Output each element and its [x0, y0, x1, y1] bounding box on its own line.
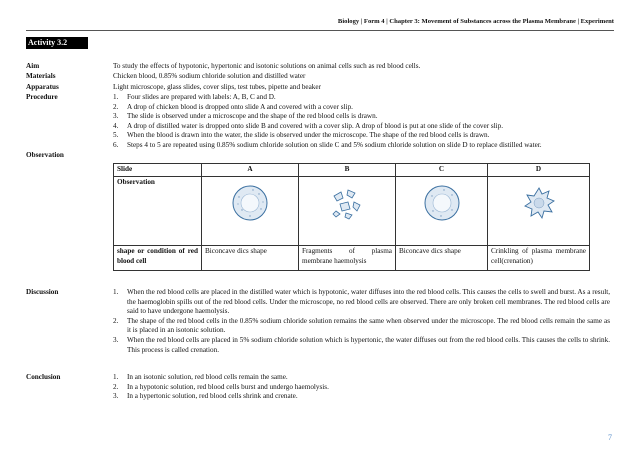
table-cell [299, 177, 396, 246]
table-row [114, 246, 590, 271]
table-cell: Biconcave dics shape [396, 246, 488, 271]
conclusion-point: 2. In a hypotonic solution, red blood cells burst and undergo haemolysis. [113, 382, 329, 391]
biconcave-cell-icon [229, 182, 271, 224]
haemolysis-fragments-icon [326, 182, 368, 224]
table-header: A [202, 164, 299, 177]
conclusion-point: 3. In a hypertonic solution, red blood cells shrink and crenate. [113, 392, 298, 401]
procedure-step: 5. When the blood is drawn into the water, the slide is observed under the microscope. The shape of the red blood cells is drawn. [113, 131, 490, 140]
table-cell: Fragments of plasma membrane haemolysis [299, 246, 396, 271]
apparatus-text: Light microscope, glass slides, cover slips, test tubes, pipette and beaker [113, 83, 321, 91]
apparatus-label: Apparatus [26, 83, 59, 91]
discussion-point: 1. When the red blood cells are placed in the distilled water which is hypotonic, water diffuses into the red blood cells. This causes the cells to swell and burst. As a result, the haemoglobin spills out of the red blood cells. Under the microscope, no red blood cells are observed. There are only broken cell membranes. The red blood cells are said to have undergone haemolysis. [113, 288, 610, 316]
materials-label: Materials [26, 72, 56, 80]
observation-table [113, 163, 590, 271]
table-cell [202, 177, 299, 246]
table-header: C [396, 164, 488, 177]
procedure-step: 6. Steps 4 to 5 are repeated using 0.85% sodium chloride solution on slide C and 5% sodium chloride solution on slide D to replace distilled water. [113, 140, 542, 149]
discussion-point: 2. The shape of the red blood cells in the 0.85% sodium chloride solution remains the same when observed under the microscope. The red blood cells remain the same as it is placed in an isotonic solution. [113, 316, 610, 335]
row-label: shape or condition of red blood cell [114, 246, 202, 271]
table-header: D [488, 164, 590, 177]
table-cell: Biconcave dics shape [202, 246, 299, 271]
discussion-label: Discussion [26, 288, 59, 296]
materials-text: Chicken blood, 0.85% sodium chloride solution and distilled water [113, 72, 306, 80]
table-header: Slide [114, 164, 202, 177]
page-number: 7 [608, 433, 612, 442]
table-header: B [299, 164, 396, 177]
aim-text: To study the effects of hypotonic, hypertonic and isotonic solutions on animal cells such as red blood cells. [113, 62, 421, 70]
row-label: Observation [114, 177, 202, 246]
procedure-label: Procedure [26, 93, 58, 101]
conclusion-label: Conclusion [26, 373, 61, 381]
procedure-step: 4. A drop of distilled water is dropped onto slide B and covered with a cover slip. A drop of blood is put at one slide of the cover slip. [113, 121, 504, 130]
observation-label: Observation [26, 151, 64, 159]
table-header-row [114, 164, 590, 177]
discussion-list [113, 288, 610, 355]
procedure-list [113, 93, 610, 151]
conclusion-point: 1. In an isotonic solution, red blood cells remain the same. [113, 373, 288, 381]
conclusion-list [113, 373, 610, 402]
procedure-step: 3. The slide is observed under a microscope and the shape of the red blood cells is drawn. [113, 112, 378, 121]
page-header: Biology | Form 4 | Chapter 3: Movement of Substances across the Plasma Membrane | Experiment [337, 18, 614, 25]
aim-label: Aim [26, 62, 40, 70]
activity-title: Activity 3.2 [26, 37, 88, 49]
biconcave-cell-icon [421, 182, 463, 224]
table-cell [396, 177, 488, 246]
procedure-step: 2. A drop of chicken blood is dropped onto slide A and covered with a cover slip. [113, 102, 353, 111]
table-cell [488, 177, 590, 246]
procedure-step: 1. Four slides are prepared with labels: A, B, C and D. [113, 93, 276, 101]
crenated-cell-icon [518, 182, 560, 224]
table-cell: Crinkling of plasma membrane cell(crenation) [488, 246, 590, 271]
discussion-point: 3. When the red blood cells are placed in 5% sodium chloride solution which is hypertonic, the water diffuses out from the red blood cells. This causes the cells to shrink. This process is called crenation. [113, 335, 610, 354]
table-row [114, 177, 590, 246]
header-rule [26, 30, 614, 31]
